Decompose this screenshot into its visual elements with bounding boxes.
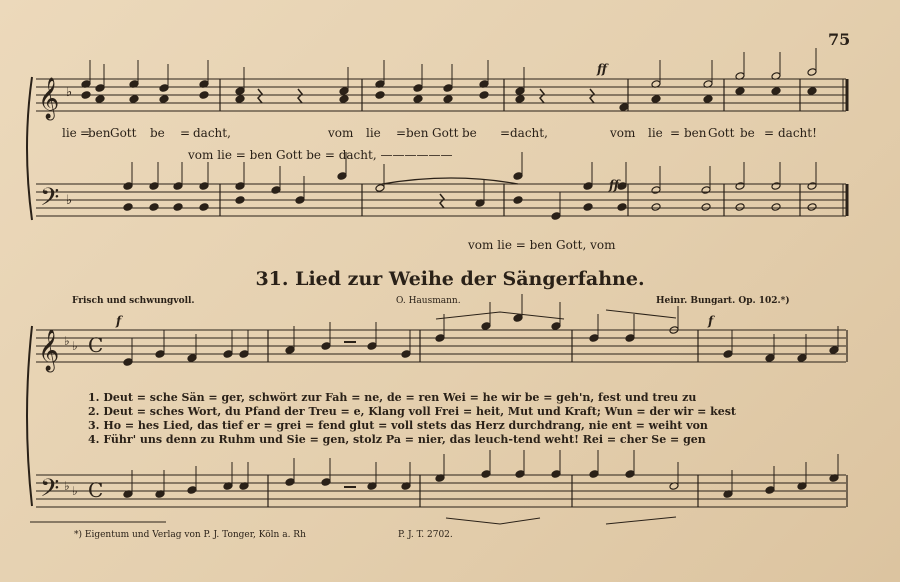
note-head — [375, 91, 385, 100]
note-head — [375, 184, 385, 193]
hairpin — [606, 310, 676, 318]
flat-sign-icon: ♭ — [72, 484, 78, 498]
note-head — [829, 346, 839, 355]
verse-4: 4. Führ' uns denn zu Ruhm und Sie = gen, stolz Pa = nier, das leuch-tend weht! Rei = cher Se = gen — [88, 433, 706, 446]
flat-sign-icon: ♭ — [72, 339, 78, 353]
time-signature: C — [88, 333, 104, 357]
note-head — [95, 95, 105, 104]
verse-2: 2. Deut = sches Wort, du Pfand der Treu = e, Klang voll Frei = heit, Mut und Kraft; Wun = der wir = kest — [88, 405, 737, 418]
note-head — [625, 334, 635, 343]
rest-symbol — [440, 194, 444, 208]
lyric-word: lie — [648, 126, 663, 140]
note-head — [589, 470, 599, 479]
hairpin — [436, 312, 564, 319]
note-head — [199, 203, 209, 212]
note-head — [735, 87, 745, 96]
note-head — [285, 346, 295, 355]
lyric-word: Gott — [432, 126, 459, 140]
lyric-word: dacht! — [778, 126, 817, 140]
rest-symbol — [590, 89, 594, 103]
dynamic-f-2: f — [708, 314, 714, 328]
bass-clef-icon: 𝄢 — [40, 183, 60, 218]
note-head — [651, 95, 661, 104]
note-head — [551, 470, 561, 479]
treble-clef-icon: 𝄞 — [38, 330, 60, 371]
note-head — [651, 203, 661, 212]
note-head — [187, 486, 197, 495]
note-head — [443, 95, 453, 104]
note-head — [771, 203, 781, 212]
brace — [27, 77, 32, 220]
flat-sign-icon: ♭ — [66, 85, 73, 100]
lyric-word: = — [500, 126, 511, 140]
verse-3: 3. Ho = hes Lied, das tief er = grei = fend glut = voll stets das Herz durchdrang, nie ent = weiht von — [88, 419, 708, 432]
note-head — [321, 342, 331, 351]
note-head — [703, 95, 713, 104]
page-number: 75 — [828, 30, 851, 49]
note-head — [765, 354, 775, 363]
note-head — [617, 203, 627, 212]
dynamic-ff-bass: ff — [609, 178, 619, 192]
note-head — [95, 84, 105, 93]
note-head — [413, 95, 423, 104]
note-head — [513, 314, 523, 323]
publisher-code: P. J. T. 2702. — [398, 530, 453, 540]
note-head — [199, 182, 209, 191]
note-head — [723, 350, 733, 359]
note-head — [321, 478, 331, 487]
note-head — [515, 95, 525, 104]
note-head — [239, 350, 249, 359]
note-head — [123, 358, 133, 367]
lyric-word: = — [80, 126, 91, 140]
note-head — [159, 95, 169, 104]
note-head — [807, 87, 817, 96]
note-head — [479, 91, 489, 100]
treble-clef-icon: 𝄞 — [38, 78, 60, 119]
note-head — [551, 322, 561, 331]
brace — [27, 326, 32, 506]
lyric-word: lie — [62, 126, 77, 140]
note-head — [129, 95, 139, 104]
note-head — [771, 87, 781, 96]
note-head — [515, 470, 525, 479]
verse-1: 1. Deut = sche Sän = ger, schwört zur Fah = ne, de = ren Wei = he wir be = geh'n, fest und treu zu — [88, 391, 697, 404]
note-head — [173, 182, 183, 191]
time-signature: C — [88, 478, 104, 502]
rest-symbol — [540, 89, 544, 103]
note-head — [807, 203, 817, 212]
footnote: *) Eigentum und Verlag von P. J. Tonger, Köln a. Rh — [74, 530, 306, 540]
note-head — [481, 470, 491, 479]
note-head — [367, 342, 377, 351]
note-head — [583, 203, 593, 212]
flat-sign-icon: ♭ — [64, 334, 70, 348]
lyric-word: = — [396, 126, 407, 140]
lyric-word: vom — [610, 126, 636, 140]
note-head — [735, 182, 745, 191]
lyric-word: vom — [328, 126, 354, 140]
note-head — [701, 203, 711, 212]
lyric-word: be — [462, 126, 477, 140]
note-head — [435, 334, 445, 343]
lyric-word: = — [764, 126, 775, 140]
note-head — [413, 84, 423, 93]
lyric-word: Gott — [708, 126, 735, 140]
note-head — [771, 182, 781, 191]
lyric-word: = — [180, 126, 191, 140]
note-head — [199, 91, 209, 100]
note-head — [149, 203, 159, 212]
lyric-word: ben — [684, 126, 707, 140]
note-head — [235, 87, 245, 96]
note-head — [223, 350, 233, 359]
rest-symbol — [258, 89, 262, 103]
note-head — [81, 91, 91, 100]
lyric-word: Gott — [110, 126, 137, 140]
note-head — [583, 182, 593, 191]
note-head — [235, 196, 245, 205]
song-title: 31. Lied zur Weihe der Sängerfahne. — [255, 268, 645, 290]
lyric-word: ben — [88, 126, 111, 140]
note-head — [625, 470, 635, 479]
lyric-word: dacht, — [510, 126, 548, 140]
lyric-word: = — [670, 126, 681, 140]
note-head — [285, 478, 295, 487]
lyrics-line-middle: vom lie = ben Gott be = dacht, —————— — [188, 148, 453, 162]
note-head — [339, 95, 349, 104]
note-head — [443, 84, 453, 93]
hairpin — [446, 518, 540, 524]
composer-name: Heinr. Bungart. Op. 102.*) — [656, 296, 790, 306]
note-head — [295, 196, 305, 205]
note-head — [589, 334, 599, 343]
note-head — [807, 182, 817, 191]
poet-name: O. Hausmann. — [396, 296, 461, 306]
note-head — [807, 68, 817, 77]
lyric-word: lie — [366, 126, 381, 140]
lyric-word: be — [150, 126, 165, 140]
dynamic-f-1: f — [116, 314, 122, 328]
note-head — [401, 350, 411, 359]
bass-clef-icon: 𝄢 — [40, 474, 60, 509]
note-head — [149, 182, 159, 191]
note-head — [339, 87, 349, 96]
note-head — [551, 212, 561, 221]
note-head — [765, 486, 775, 495]
note-head — [271, 186, 281, 195]
tempo-marking: Frisch und schwungvoll. — [72, 296, 195, 306]
dynamic-ff-treble: ff — [597, 62, 607, 76]
note-head — [513, 196, 523, 205]
note-head — [701, 186, 711, 195]
note-head — [735, 203, 745, 212]
note-head — [123, 182, 133, 191]
rest-symbol — [298, 89, 302, 103]
note-head — [159, 84, 169, 93]
note-head — [123, 203, 133, 212]
tie-arc — [382, 178, 518, 184]
lyric-word: ben — [406, 126, 429, 140]
lyrics-line-bass: vom lie = ben Gott, vom — [468, 238, 616, 252]
note-head — [651, 186, 661, 195]
flat-sign-icon: ♭ — [66, 193, 73, 208]
lyric-word: dacht, — [193, 126, 231, 140]
note-head — [797, 354, 807, 363]
lyric-word: be — [740, 126, 755, 140]
flat-sign-icon: ♭ — [64, 479, 70, 493]
note-head — [337, 172, 347, 181]
note-head — [235, 95, 245, 104]
note-head — [235, 182, 245, 191]
note-head — [481, 322, 491, 331]
note-head — [155, 350, 165, 359]
hairpin — [606, 517, 676, 524]
note-head — [187, 354, 197, 363]
note-head — [513, 172, 523, 181]
note-head — [173, 203, 183, 212]
note-head — [515, 87, 525, 96]
